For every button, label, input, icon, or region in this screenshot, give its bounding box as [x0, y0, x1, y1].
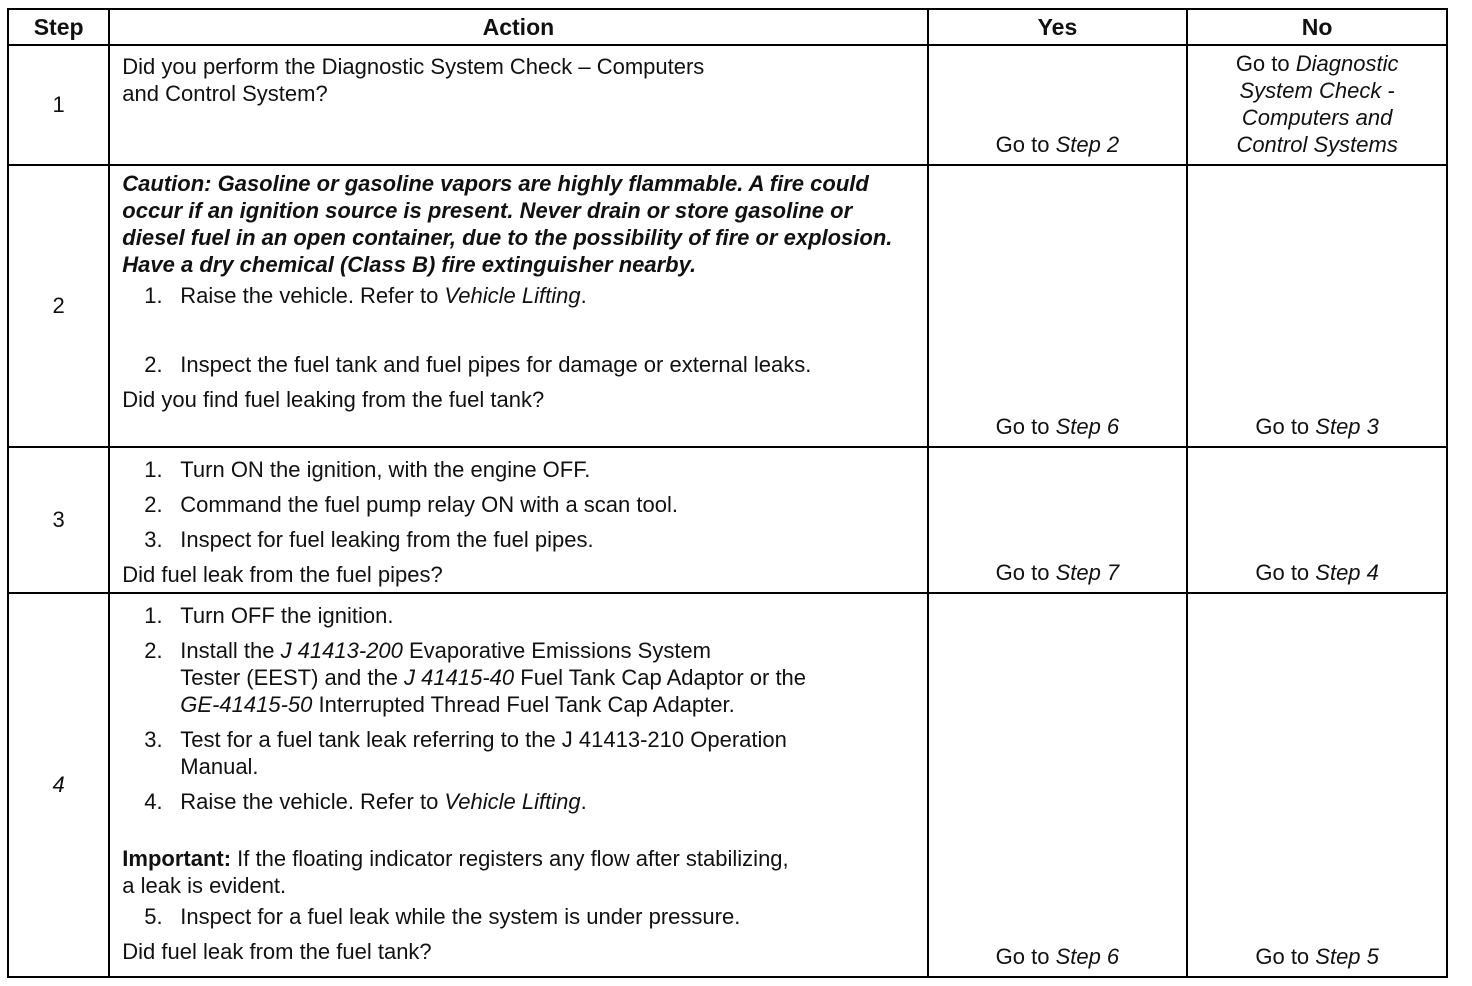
list-text: Raise the vehicle. Refer to [180, 789, 445, 814]
no-label: Go to [1255, 560, 1316, 585]
list-text: Command the fuel pump relay ON with a scan tool. [180, 492, 678, 517]
list-item [122, 726, 918, 780]
list-item [122, 351, 918, 378]
no-cell [1187, 447, 1447, 593]
list-number: 2. [144, 352, 163, 377]
header-step: Step [8, 9, 109, 45]
list-number: 3. [144, 527, 163, 552]
spacer [122, 317, 918, 347]
caution-text: Caution: Gasoline or gasoline vapors are highly flammable. A fire could occur if an ignition source is present. Never drain or store gasoline or diesel fuel in an open container, due to the possibility of fire or explosion. Have a dry chemical (Class B) fire extinguisher nearby. [122, 171, 893, 277]
list-text: Turn ON the ignition, with the engine OFF. [180, 457, 591, 482]
yes-label: Go to [995, 560, 1056, 585]
no-step-link[interactable]: Step 3 [1315, 414, 1379, 439]
yes-cell [928, 593, 1188, 977]
no-cell [1187, 165, 1447, 447]
diagnostic-table [7, 8, 1448, 978]
no-label: Go to [1255, 414, 1316, 439]
no-link[interactable]: Diagnostic [1295, 51, 1399, 76]
tool-reference: J 41415-40 [404, 665, 515, 690]
no-label: Go to [1235, 51, 1296, 76]
header-row [8, 9, 1447, 45]
header-yes: Yes [928, 9, 1188, 45]
header-no: No [1187, 9, 1447, 45]
list-number: 2. [144, 492, 163, 517]
yes-label: Go to [995, 414, 1056, 439]
list-text: Turn OFF the ignition. [180, 603, 394, 628]
yes-cell [928, 45, 1188, 165]
question-text: and Control System? [122, 81, 328, 106]
no-link[interactable]: Computers and [1241, 105, 1393, 130]
tool-reference: GE-41415-50 [180, 692, 313, 717]
yes-label: Go to [995, 132, 1056, 157]
reference-link[interactable]: Vehicle Lifting [444, 789, 581, 814]
step-number: 2 [8, 165, 109, 447]
period: . [580, 283, 587, 308]
list-item [122, 637, 918, 718]
period: . [580, 789, 587, 814]
table-row [8, 165, 1447, 447]
step-list [122, 602, 918, 815]
list-text: Test for a fuel tank leak referring to the J 41413-210 Operation [180, 727, 787, 752]
tool-reference: J 41413-200 [280, 638, 403, 663]
list-number: 4. [144, 789, 163, 814]
no-label: Go to [1255, 944, 1316, 969]
action-cell [109, 165, 927, 447]
important-text: a leak is evident. [122, 873, 287, 898]
list-number: 3. [144, 727, 163, 752]
step-number: 4 [8, 593, 109, 977]
diagnostic-table-sheet [7, 8, 1448, 976]
yes-step-link[interactable]: Step 6 [1055, 414, 1120, 439]
yes-step-link[interactable]: Step 2 [1055, 132, 1120, 157]
list-text: Inspect the fuel tank and fuel pipes for damage or external leaks. [180, 352, 812, 377]
list-item [122, 282, 918, 309]
yes-step-link[interactable]: Step 7 [1055, 560, 1120, 585]
step-list [122, 351, 918, 378]
list-text: Manual. [180, 754, 259, 779]
no-step-link[interactable]: Step 4 [1315, 560, 1379, 585]
step-list [122, 282, 918, 309]
list-number: 5. [144, 904, 163, 929]
table-row [8, 447, 1447, 593]
list-item [122, 788, 918, 815]
list-text: Install the [180, 638, 281, 663]
no-link[interactable]: System Check - [1239, 78, 1395, 103]
yes-step-link[interactable]: Step 6 [1055, 944, 1120, 969]
list-item [122, 602, 918, 629]
step-number: 1 [8, 45, 109, 165]
step-list [122, 456, 918, 553]
list-text: Inspect for a fuel leak while the system is under pressure. [180, 904, 741, 929]
step-number: 3 [8, 447, 109, 593]
important-label: Important: [122, 846, 232, 871]
important-note [122, 845, 918, 899]
question-text: Did you find fuel leaking from the fuel tank? [122, 387, 545, 412]
yes-label: Go to [995, 944, 1056, 969]
question-text: Did you perform the Diagnostic System Check – Computers [122, 54, 705, 79]
yes-cell [928, 447, 1188, 593]
list-number: 1. [144, 283, 163, 308]
list-text: Raise the vehicle. Refer to [180, 283, 445, 308]
no-cell [1187, 593, 1447, 977]
question-text: Did fuel leak from the fuel pipes? [122, 562, 443, 587]
list-item [122, 456, 918, 483]
table-row [8, 45, 1447, 165]
list-text: Inspect for fuel leaking from the fuel pipes. [180, 527, 594, 552]
list-number: 2. [144, 638, 163, 663]
list-item [122, 903, 918, 930]
no-cell [1187, 45, 1447, 165]
list-text: Fuel Tank Cap Adaptor or the [514, 665, 807, 690]
action-cell [109, 45, 927, 165]
yes-cell [928, 165, 1188, 447]
list-text: Evaporative Emissions System [402, 638, 711, 663]
list-item [122, 526, 918, 553]
list-item [122, 491, 918, 518]
action-cell [109, 447, 927, 593]
spacer [122, 823, 918, 845]
no-step-link[interactable]: Step 5 [1315, 944, 1379, 969]
table-row [8, 593, 1447, 977]
no-link[interactable]: Control Systems [1236, 132, 1398, 157]
list-text: Interrupted Thread Fuel Tank Cap Adapter. [312, 692, 735, 717]
step-list [122, 903, 918, 930]
reference-link[interactable]: Vehicle Lifting [444, 283, 581, 308]
header-action: Action [109, 9, 927, 45]
list-text: Tester (EEST) and the [180, 665, 405, 690]
list-number: 1. [144, 603, 163, 628]
question-text: Did fuel leak from the fuel tank? [122, 939, 432, 964]
action-cell [109, 593, 927, 977]
list-number: 1. [144, 457, 163, 482]
important-text: If the floating indicator registers any flow after stabilizing, [231, 846, 789, 871]
